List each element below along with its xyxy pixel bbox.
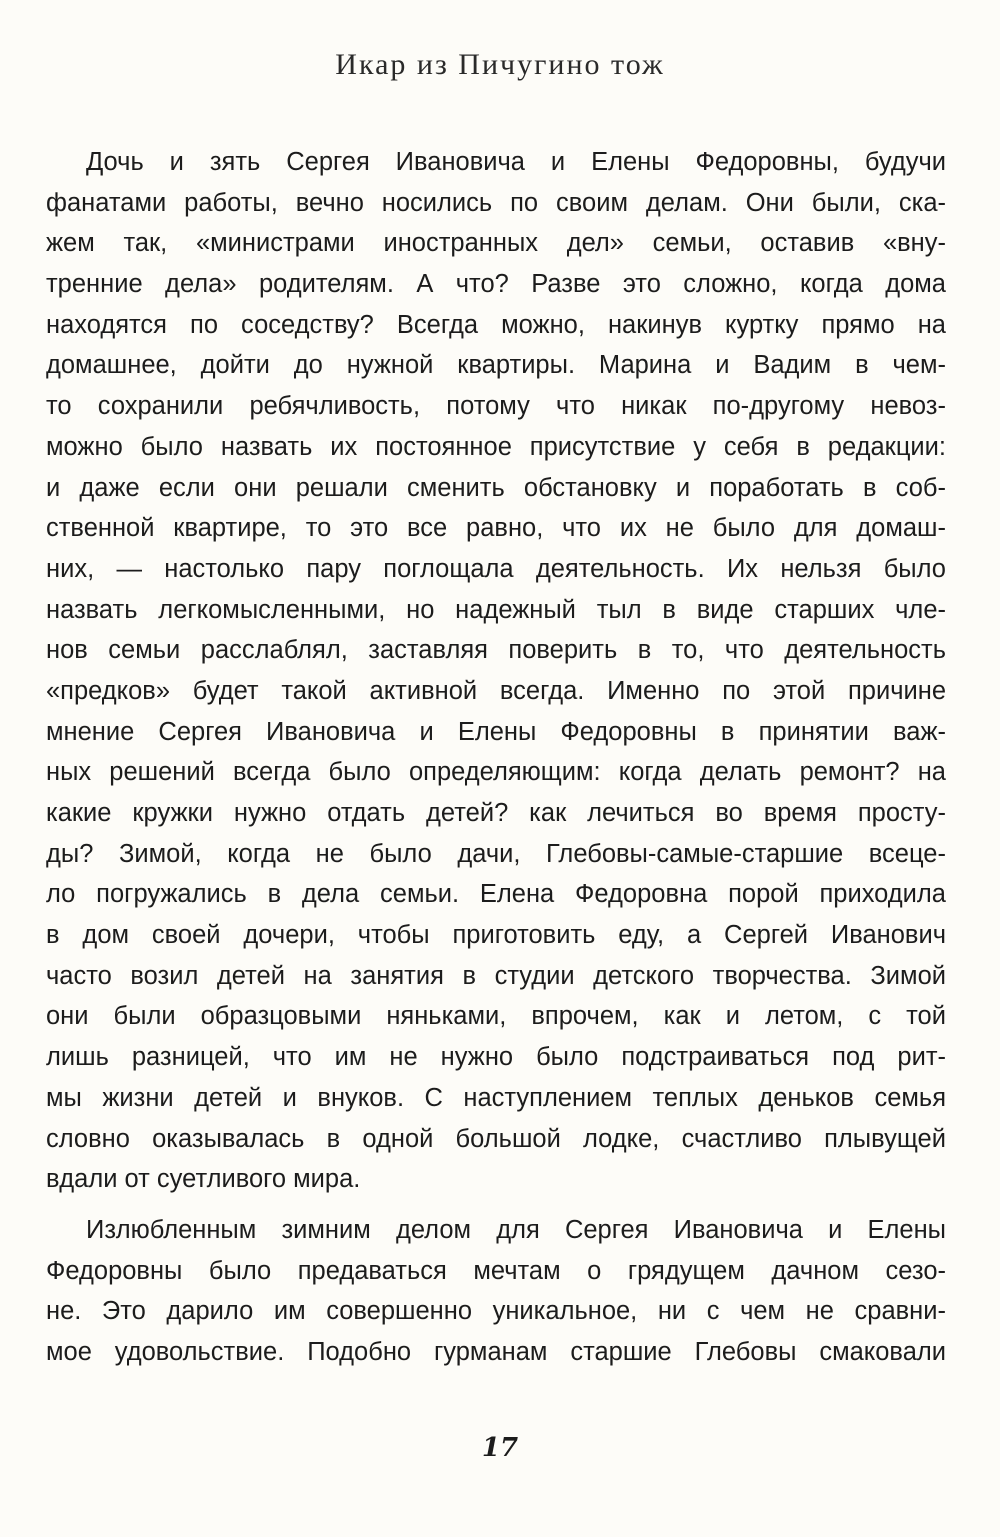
text-line: часто возил детей на занятия в студии детского творчества. Зимой [46, 961, 946, 990]
text-line: нов семьи расслаблял, заставляя поверить в то, что деятельность [46, 636, 946, 665]
running-head: Икар из Пичугино тож [335, 48, 665, 81]
text-line: ных решений всегда было определяющим: когда делать ремонт? на [46, 758, 946, 787]
text-line: вдали от суетливого мира. [46, 1165, 361, 1194]
text-line: ды? Зимой, когда не было дачи, Глебовы-самые-старшие всеце- [46, 839, 946, 868]
text-line: них, — настолько пару поглощала деятельность. Их нельзя было [46, 554, 946, 583]
text-line: Излюбленным зимним делом для Сергея Ивановича и Елены [86, 1216, 946, 1244]
text-line: жем так, «министрами иностранных дел» семьи, оставив «вну- [46, 229, 946, 258]
text-line: словно оказывалась в одной большой лодке, счастливо плывущей [46, 1124, 946, 1153]
paragraph-1 [46, 142, 946, 1200]
text-line: тренние дела» родителям. А что? Разве это сложно, когда дома [46, 270, 946, 299]
text-line: мы жизни детей и внуков. С наступлением теплых деньков семья [46, 1083, 946, 1112]
text-line: то сохранили ребячливость, потому что никак по-другому невоз- [46, 392, 946, 421]
paragraph-2 [46, 1210, 946, 1373]
text-line: не. Это дарило им совершенно уникальное, ни с чем не сравни- [46, 1297, 946, 1326]
text-line: ственной квартире, то это все равно, что их не было для домаш- [46, 514, 946, 543]
text-line: они были образцовыми няньками, впрочем, как и летом, с той [46, 1002, 946, 1031]
text-line: какие кружки нужно отдать детей? как лечиться во время просту- [46, 799, 946, 827]
text-line: ло погружались в дела семьи. Елена Федоровна порой приходила [46, 880, 946, 909]
text-line: назвать легкомысленными, но надежный тыл в виде старших чле- [46, 595, 946, 624]
page-number: 17 [481, 1433, 519, 1463]
text-line: мнение Сергея Ивановича и Елены Федоровны в принятии важ- [46, 717, 946, 746]
text-line: в дом своей дочери, чтобы приготовить еду, а Сергей Иванович [46, 921, 946, 950]
text-line: и даже если они решали сменить обстановку и поработать в соб- [46, 473, 946, 502]
text-line: находятся по соседству? Всегда можно, накинув куртку прямо на [46, 310, 946, 339]
text-line: Дочь и зять Сергея Ивановича и Елены Федоровны, будучи [86, 148, 946, 176]
text-line: фанатами работы, вечно носились по своим делам. Они были, ска- [46, 188, 946, 217]
text-line: можно было назвать их постоянное присутствие у себя в редакции: [46, 432, 946, 461]
text-line: Федоровны было предаваться мечтам о грядущем дачном сезо- [46, 1256, 946, 1285]
text-line: «предков» будет такой активной всегда. Именно по этой причине [46, 676, 946, 705]
text-line: мое удовольствие. Подобно гурманам старшие Глебовы смаковали [46, 1338, 946, 1367]
text-line: домашнее, дойти до нужной квартиры. Марина и Вадим в чем- [46, 351, 946, 380]
text-line: лишь разницей, что им не нужно было подстраиваться под рит- [46, 1043, 946, 1072]
